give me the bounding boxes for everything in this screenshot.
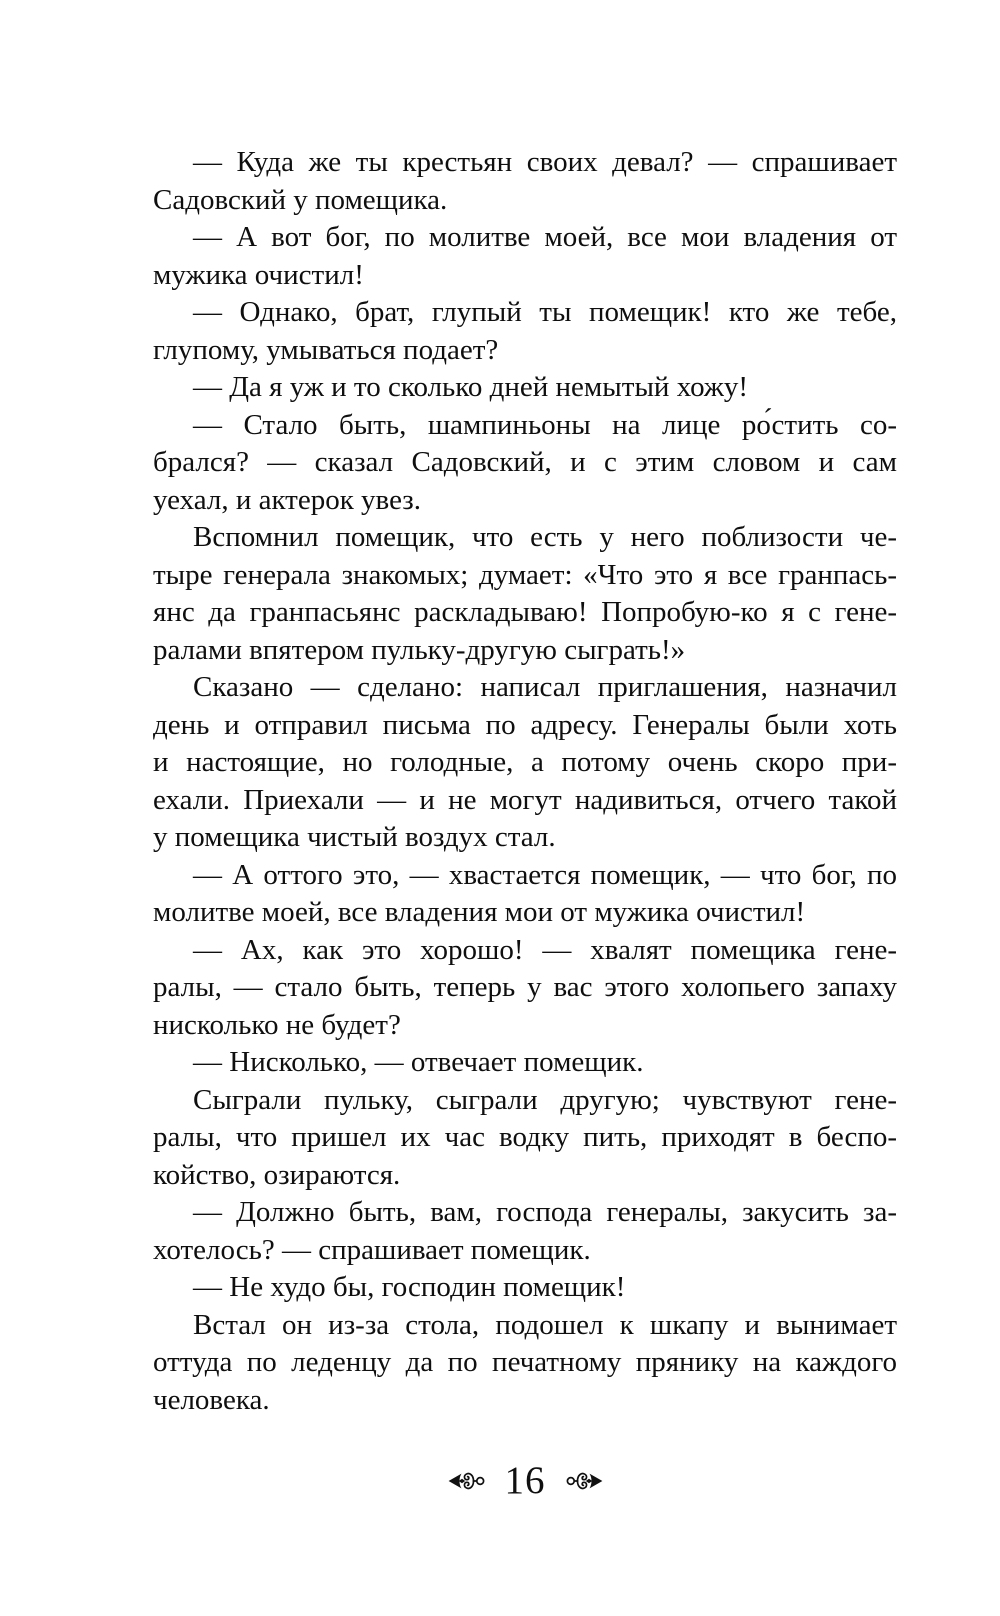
text-line: Садовский у помещика. bbox=[153, 183, 448, 216]
fleuron-left-icon bbox=[448, 1470, 486, 1492]
text-line: — Однако, брат, глупый ты помещик! кто же тебе, bbox=[193, 296, 897, 328]
text-line: нисколько не будет? bbox=[153, 1008, 401, 1041]
page-number: 16 bbox=[504, 1459, 546, 1502]
text-line: тыре генерала знакомых; думает: «Что это я все гранпась- bbox=[153, 558, 897, 591]
text-line: Сыграли пульку, сыграли другую; чувствуют гене- bbox=[193, 1083, 897, 1116]
text-line: — Стало быть, шампиньоны на лице ро́стить со- bbox=[193, 408, 897, 441]
text-line: — А вот бог, по молитве моей, все мои владения от bbox=[193, 221, 897, 253]
text-line: — Да я уж и то сколько дней немытый хожу! bbox=[193, 371, 749, 403]
text-line: — Нисколько, — отвечает помещик. bbox=[193, 1046, 644, 1078]
page-footer bbox=[153, 1461, 897, 1500]
text-line: оттуда по леденцу да по печатному прянику на каждого bbox=[153, 1346, 897, 1378]
text-line: Вспомнил помещик, что есть у него поблизости че- bbox=[193, 521, 897, 553]
text-line: глупому, умываться подает? bbox=[153, 333, 499, 366]
text-line: брался? — сказал Садовский, и с этим словом и сам bbox=[153, 446, 897, 478]
text-line: койство, озираются. bbox=[153, 1158, 401, 1191]
text-line: янс да гранпасьянс раскладываю! Попробую-ко я с гене- bbox=[153, 596, 897, 628]
text-line: молитве моей, все владения мои от мужика очистил! bbox=[153, 896, 806, 928]
text-line: — А оттого это, — хвастается помещик, — что бог, по bbox=[193, 858, 897, 891]
text-line: ралами впятером пульку-другую сыграть!» bbox=[153, 633, 686, 666]
text-line: уехал, и актерок увез. bbox=[153, 483, 422, 516]
text-line: день и отправил письма по адресу. Генералы были хоть bbox=[153, 708, 897, 741]
text-line: человека. bbox=[153, 1383, 270, 1416]
text-line: у помещика чистый воздух стал. bbox=[153, 821, 556, 853]
text-line: и настоящие, но голодные, а потому очень скоро при- bbox=[153, 746, 897, 778]
text-line: — Куда же ты крестьян своих девал? — спрашивает bbox=[193, 146, 897, 178]
text-line: хотелось? — спрашивает помещик. bbox=[153, 1233, 591, 1266]
text-line: Сказано — сделано: написал приглашения, назначил bbox=[193, 671, 897, 703]
text-line: ехали. Приехали — и не могут надивиться, отчего такой bbox=[153, 783, 897, 816]
page-body-text bbox=[153, 144, 897, 1419]
fleuron-right-icon bbox=[565, 1470, 603, 1492]
text-line: мужика очистил! bbox=[153, 258, 364, 291]
text-line: ралы, — стало быть, теперь у вас этого холопьего запаху bbox=[153, 971, 897, 1003]
text-line: — Не худо бы, господин помещик! bbox=[193, 1271, 626, 1303]
text-line: ралы, что пришел их час водку пить, приходят в беспо- bbox=[153, 1121, 897, 1153]
text-line: — Должно быть, вам, господа генералы, закусить за- bbox=[193, 1196, 897, 1228]
text-line: Встал он из-за стола, подошел к шкапу и вынимает bbox=[193, 1308, 897, 1341]
text-line: — Ах, как это хорошо! — хвалят помещика гене- bbox=[193, 933, 897, 966]
